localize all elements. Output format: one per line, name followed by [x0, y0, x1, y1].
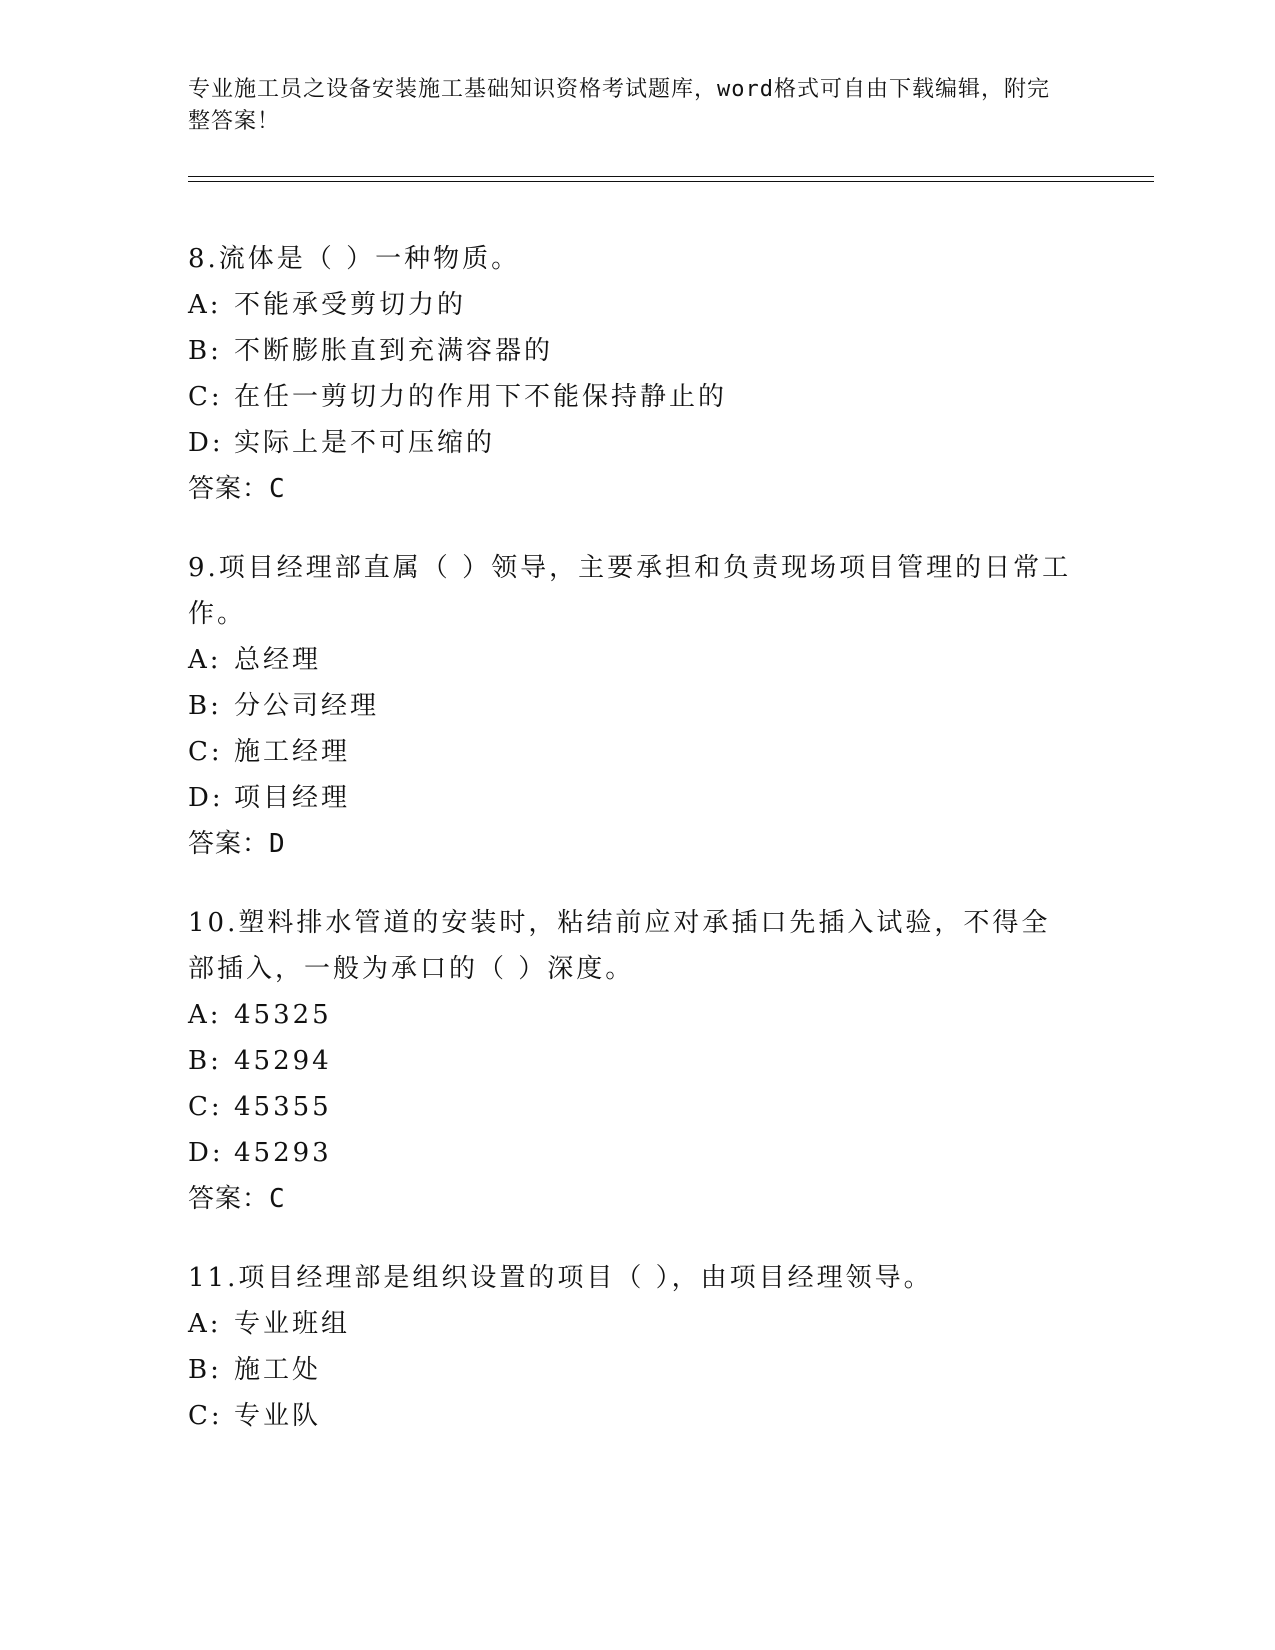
- option-d: [188, 1130, 1078, 1176]
- option-letter: D:: [188, 428, 224, 458]
- option-letter: A:: [188, 290, 222, 320]
- option-letter: D:: [188, 783, 224, 813]
- option-a: [188, 282, 1078, 328]
- question-10: [188, 900, 1078, 1222]
- option-letter: C:: [188, 1092, 223, 1122]
- option-a: [188, 1301, 1078, 1347]
- option-a: [188, 637, 1078, 683]
- option-text: 45293: [234, 1138, 332, 1168]
- option-a: [188, 992, 1078, 1038]
- question-stem: 8.流体是（ ）一种物质。: [188, 244, 521, 274]
- option-text: 不能承受剪切力的: [234, 290, 467, 320]
- option-text: 施工处: [234, 1355, 322, 1385]
- option-c: [188, 1393, 1078, 1439]
- option-text: 实际上是不可压缩的: [234, 428, 496, 458]
- option-b: [188, 1347, 1078, 1393]
- option-letter: B:: [188, 336, 222, 366]
- question-list: [188, 236, 1078, 1472]
- option-text: 在任一剪切力的作用下不能保持静止的: [234, 382, 728, 412]
- answer-line: 答案：C: [188, 474, 286, 504]
- option-text: 45355: [234, 1092, 332, 1122]
- option-b: [188, 1038, 1078, 1084]
- question-stem: 9.项目经理部直属（ ）领导，主要承担和负责现场项目管理的日常工作。: [188, 553, 1072, 629]
- option-text: 45325: [234, 1000, 332, 1030]
- option-c: [188, 374, 1078, 420]
- answer-line: 答案：C: [188, 1184, 286, 1214]
- option-letter: C:: [188, 1401, 223, 1431]
- option-c: [188, 1084, 1078, 1130]
- question-9: [188, 545, 1078, 867]
- header-divider-top: [188, 176, 1154, 177]
- option-text: 项目经理: [234, 783, 351, 813]
- answer-line: 答案：D: [188, 829, 286, 859]
- option-text: 总经理: [234, 645, 322, 675]
- option-letter: A:: [188, 1309, 222, 1339]
- option-b: [188, 683, 1078, 729]
- option-text: 专业班组: [234, 1309, 351, 1339]
- option-letter: B:: [188, 691, 222, 721]
- option-letter: C:: [188, 737, 223, 767]
- option-letter: A:: [188, 645, 222, 675]
- option-text: 施工经理: [234, 737, 351, 767]
- option-d: [188, 420, 1078, 466]
- question-stem: 11.项目经理部是组织设置的项目（ ），由项目经理领导。: [188, 1263, 933, 1293]
- option-b: [188, 328, 1078, 374]
- option-text: 不断膨胀直到充满容器的: [234, 336, 554, 366]
- option-text: 45294: [234, 1046, 332, 1076]
- question-stem: 10.塑料排水管道的安装时，粘结前应对承插口先插入试验，不得全部插入，一般为承口的（ ）深度。: [188, 908, 1051, 984]
- option-letter: B:: [188, 1355, 222, 1385]
- option-letter: B:: [188, 1046, 222, 1076]
- option-letter: A:: [188, 1000, 222, 1030]
- option-letter: D:: [188, 1138, 224, 1168]
- document-header: 专业施工员之设备安装施工基础知识资格考试题库，word格式可自由下载编辑，附完整答案！: [188, 77, 1050, 134]
- question-8: [188, 236, 1078, 512]
- header-divider-bottom: [188, 181, 1154, 182]
- option-d: [188, 775, 1078, 821]
- option-letter: C:: [188, 382, 223, 412]
- option-c: [188, 729, 1078, 775]
- option-text: 专业队: [234, 1401, 322, 1431]
- question-11: [188, 1255, 1078, 1439]
- option-text: 分公司经理: [234, 691, 380, 721]
